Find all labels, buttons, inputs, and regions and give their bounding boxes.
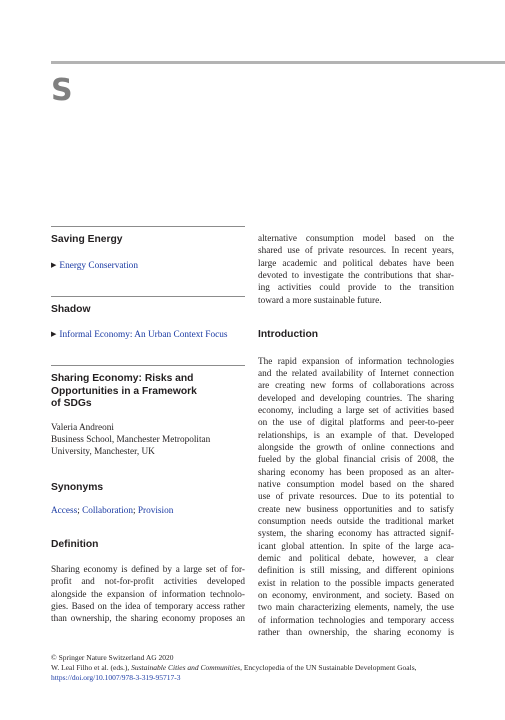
text-line: relationships, is an example of that. Developed [258,430,454,441]
text-line: definition is still missing, and different opinions [258,566,454,577]
text-line: are creating new forms of collaborations across [258,381,454,392]
text-line: large academic and political debates have been [258,258,454,269]
text-line: exist in relation to the possible impacts generated [258,578,454,589]
text-line: icant global attention. In spite of the large aca- [258,541,454,552]
text-line: profit and not-for-profit activities developed [51,577,245,588]
text-line: fueled by the global financial crisis of 2008, the [258,455,454,466]
author-name: Valeria Andreoni [51,422,114,433]
text-line: developed and developing countries. The sharing [258,393,454,404]
text-line: sharing economy has been proposed as an alter- [258,467,454,478]
left-column [51,226,245,626]
cross-ref-label: Energy Conservation [59,260,138,271]
text-line: toward a more sustainable future. [258,295,382,306]
definition-paragraph [51,564,245,626]
text-line: rather than ownership, the sharing economy is [258,628,454,639]
text-line: and the related availability of Internet connection [258,368,454,379]
cross-ref-label: Informal Economy: An Urban Context Focus [59,330,228,340]
synonyms-heading: Synonyms [51,481,104,493]
text-line: native consumption model based on the shared [258,480,454,490]
text-line: alongside the expansion of information technolo- [51,589,245,600]
text-line: Sharing economy is defined by a large set of for- [51,564,245,575]
synonym-link-provision[interactable]: Provision [137,506,174,517]
article-title-line: of SDGs [51,398,92,409]
right-column [258,233,454,639]
article-title-line: Sharing Economy: Risks and [51,373,194,384]
entry-rule [51,226,245,227]
top-rule [51,61,505,64]
text-line: use of private resources. Due to its potential to [258,492,454,503]
citation-line [51,663,471,673]
text-line: than ownership, the sharing economy proposes an [51,614,245,625]
text-line: The rapid expansion of information technologies [258,356,454,367]
page-footer [51,653,471,684]
text-line: devoted to investigate the contributions that shar- [258,271,454,282]
text-line: consumption needs outside the traditional market [258,517,454,528]
text-line: demic and political debate, however, a clear [258,554,454,565]
definition-heading: Definition [51,539,99,551]
author-block [51,422,245,459]
cross-ref-informal-economy[interactable] [51,328,245,341]
introduction-paragraph [258,356,454,640]
text-line: on the use of digital platforms and peer-to-peer [258,418,454,429]
entry-heading-shadow: Shadow [51,303,91,315]
article-title-line: Opportunities in a Framework [51,385,197,397]
synonyms-list [51,505,245,517]
text-line: two main characterizing elements, namely, the use [258,603,454,614]
synonym-link-access[interactable]: Access [51,506,78,517]
citation-prefix: W. Leal Filho et al. (eds.), [51,663,132,673]
text-line: on economy, environment, and society. Based on [258,591,454,602]
text-line: alongside the growth of online connections and [258,442,454,453]
section-letter: S [51,73,73,108]
text-line: shared use of private resources. In recent years, [258,246,454,257]
arrow-right-icon: ▶ [51,330,57,338]
text-line: alternative consumption model based on the [258,234,454,244]
text-line: of information technologies and temporary access [258,615,454,626]
citation-title: Sustainable Cities and Communities [131,663,241,673]
synonym-link-collaboration[interactable]: Collaboration [82,506,133,517]
article-title [51,373,245,411]
entry-heading-saving-energy: Saving Energy [51,234,123,245]
entry-rule [51,296,245,297]
affiliation-line: Business School, Manchester Metropolitan [51,434,211,445]
cross-ref-energy-conservation[interactable] [51,259,245,272]
text-line: gies. Based on the idea of temporary access rather [51,601,245,612]
text-line: economy, including a large set of activities based [258,405,454,416]
affiliation-line: University, Manchester, UK [51,447,155,458]
synonym-sep: ; [132,506,138,517]
copyright-line: © Springer Nature Switzerland AG 2020 [51,653,174,662]
text-line: ing activities could provide to the transition [258,283,454,294]
citation-suffix: , Encyclopedia of the UN Sustainable Development Goals, [240,663,417,673]
arrow-right-icon: ▶ [51,260,57,269]
definition-continuation [258,233,454,307]
synonym-sep: ; [77,506,83,517]
entry-rule [51,365,245,366]
text-line: create new business opportunities and to satisfy [258,504,454,515]
doi-link[interactable]: https://doi.org/10.1007/978-3-319-95717-3 [51,673,181,683]
introduction-heading: Introduction [258,329,319,341]
text-line: system, the sharing economy has attracted signif- [258,529,454,540]
